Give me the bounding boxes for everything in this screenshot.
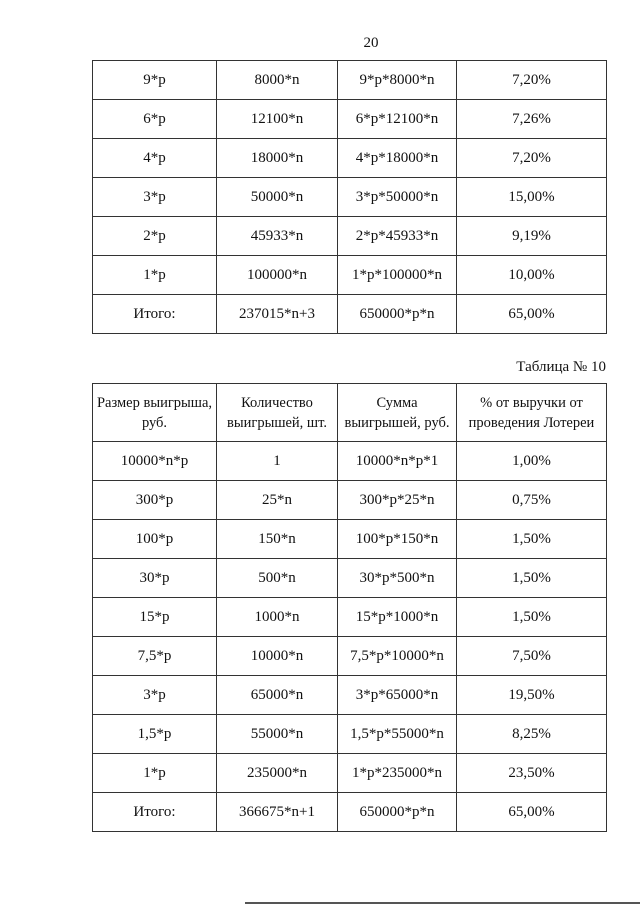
cell-prize-count: 12100*n — [217, 100, 338, 139]
cell-prize-size: 1*p — [93, 256, 217, 295]
table-row — [93, 637, 607, 676]
table-row — [93, 61, 607, 100]
table-row — [93, 676, 607, 715]
page-number: 20 — [363, 35, 379, 51]
table-row — [93, 793, 607, 832]
cell-prize-size: 3*p — [93, 178, 217, 217]
table-row — [93, 598, 607, 637]
prize-table-10-body — [93, 442, 607, 832]
table-row — [93, 256, 607, 295]
cell-revenue-percent: 23,50% — [457, 754, 607, 793]
cell-prize-count: 65000*n — [217, 676, 338, 715]
cell-prize-sum: 1*p*235000*n — [338, 754, 457, 793]
cell-prize-count: 10000*n — [217, 637, 338, 676]
cell-prize-size: 4*p — [93, 139, 217, 178]
cell-prize-count: 8000*n — [217, 61, 338, 100]
table-row — [93, 559, 607, 598]
prize-table-continued-body — [93, 61, 607, 334]
cell-revenue-percent: 1,50% — [457, 559, 607, 598]
cell-prize-count: 45933*n — [217, 217, 338, 256]
cell-prize-count: 18000*n — [217, 139, 338, 178]
cell-prize-size: 7,5*p — [93, 637, 217, 676]
cell-revenue-percent: 0,75% — [457, 481, 607, 520]
table-header-row — [93, 384, 607, 442]
cell-revenue-percent: 7,26% — [457, 100, 607, 139]
cell-prize-count: 235000*n — [217, 754, 338, 793]
cell-prize-sum: 100*p*150*n — [338, 520, 457, 559]
cell-prize-size: Итого: — [93, 793, 217, 832]
cell-revenue-percent: 65,00% — [457, 793, 607, 832]
cell-revenue-percent: 65,00% — [457, 295, 607, 334]
table-caption: Таблица № 10 — [516, 359, 606, 375]
table-row — [93, 217, 607, 256]
cell-prize-size: 100*p — [93, 520, 217, 559]
cell-revenue-percent: 1,50% — [457, 520, 607, 559]
cell-prize-count: 1 — [217, 442, 338, 481]
cell-prize-sum: 300*p*25*n — [338, 481, 457, 520]
cell-revenue-percent: 15,00% — [457, 178, 607, 217]
cell-prize-sum: 2*p*45933*n — [338, 217, 457, 256]
table-row — [93, 139, 607, 178]
cell-revenue-percent: 19,50% — [457, 676, 607, 715]
table-row — [93, 481, 607, 520]
cell-prize-sum: 30*p*500*n — [338, 559, 457, 598]
cell-prize-count: 366675*n+1 — [217, 793, 338, 832]
cell-prize-sum: 4*p*18000*n — [338, 139, 457, 178]
cell-prize-count: 100000*n — [217, 256, 338, 295]
cell-prize-sum: 9*p*8000*n — [338, 61, 457, 100]
cell-prize-sum: 10000*n*p*1 — [338, 442, 457, 481]
cell-prize-size: 3*p — [93, 676, 217, 715]
cell-prize-sum: 15*p*1000*n — [338, 598, 457, 637]
cell-prize-sum: 3*p*65000*n — [338, 676, 457, 715]
table-row — [93, 178, 607, 217]
cell-prize-size: 15*p — [93, 598, 217, 637]
cell-prize-sum: 3*p*50000*n — [338, 178, 457, 217]
prize-table-10 — [92, 383, 607, 832]
cell-prize-count: 237015*n+3 — [217, 295, 338, 334]
cell-prize-sum: 650000*p*n — [338, 295, 457, 334]
cell-prize-size: 1*p — [93, 754, 217, 793]
cell-prize-count: 55000*n — [217, 715, 338, 754]
cell-revenue-percent: 7,20% — [457, 139, 607, 178]
header-prize-sum: Сумма выигрышей, руб. — [338, 384, 457, 442]
cell-prize-sum: 7,5*p*10000*n — [338, 637, 457, 676]
cell-prize-count: 25*n — [217, 481, 338, 520]
cell-prize-count: 150*n — [217, 520, 338, 559]
cell-revenue-percent: 7,20% — [457, 61, 607, 100]
cell-prize-sum: 6*p*12100*n — [338, 100, 457, 139]
prize-table-continued — [92, 60, 607, 334]
cell-revenue-percent: 1,50% — [457, 598, 607, 637]
cell-revenue-percent: 1,00% — [457, 442, 607, 481]
table-row — [93, 295, 607, 334]
table-row — [93, 754, 607, 793]
table-row — [93, 100, 607, 139]
table-row — [93, 520, 607, 559]
table-row — [93, 442, 607, 481]
cell-revenue-percent: 10,00% — [457, 256, 607, 295]
cell-prize-sum: 650000*p*n — [338, 793, 457, 832]
cell-prize-size: 2*p — [93, 217, 217, 256]
header-revenue-percent: % от выручки от проведения Лотереи — [457, 384, 607, 442]
cell-prize-size: 300*p — [93, 481, 217, 520]
cell-prize-sum: 1*p*100000*n — [338, 256, 457, 295]
table-row — [93, 715, 607, 754]
cell-prize-count: 50000*n — [217, 178, 338, 217]
cell-revenue-percent: 7,50% — [457, 637, 607, 676]
cell-revenue-percent: 8,25% — [457, 715, 607, 754]
cell-prize-count: 500*n — [217, 559, 338, 598]
header-prize-size: Размер выигрыша, руб. — [93, 384, 217, 442]
cell-prize-size: 9*p — [93, 61, 217, 100]
cell-prize-sum: 1,5*p*55000*n — [338, 715, 457, 754]
cell-prize-size: 6*p — [93, 100, 217, 139]
cell-prize-size: 10000*n*p — [93, 442, 217, 481]
cell-prize-size: 30*p — [93, 559, 217, 598]
header-prize-count: Количество выигрышей, шт. — [217, 384, 338, 442]
cell-prize-count: 1000*n — [217, 598, 338, 637]
cell-prize-size: 1,5*p — [93, 715, 217, 754]
cell-prize-size: Итого: — [93, 295, 217, 334]
cell-revenue-percent: 9,19% — [457, 217, 607, 256]
scan-edge-line — [245, 902, 640, 904]
